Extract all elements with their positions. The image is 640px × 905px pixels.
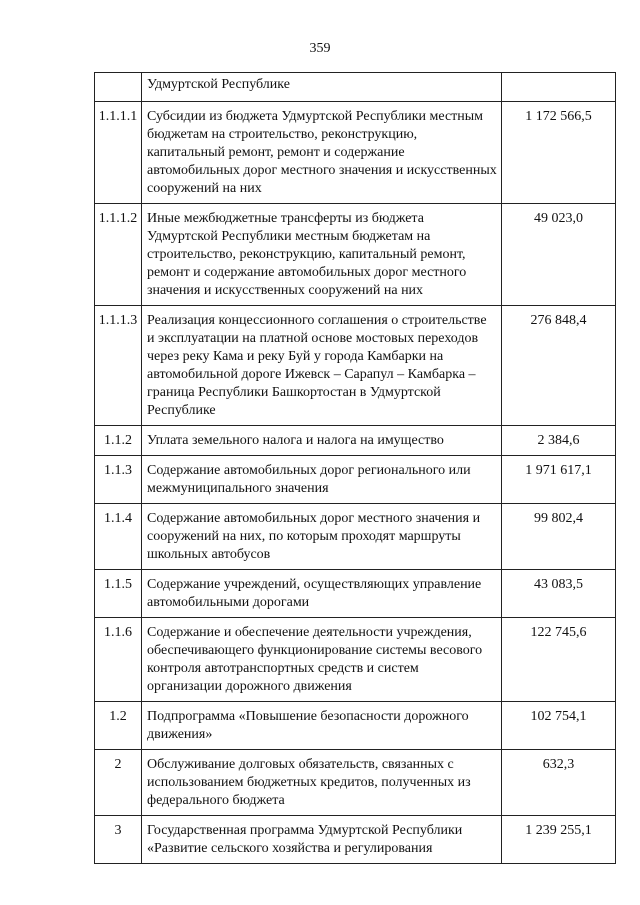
row-name: Иные межбюджетные трансферты из бюджета Удмуртской Республики местным бюджетам на строительство, реконструкцию, капитальный ремонт, ремонт и содержание автомобильных дорог местного значения и искусственных сооружений на них — [142, 204, 502, 306]
table-row — [95, 570, 616, 618]
row-sum: 99 802,4 — [502, 504, 616, 570]
row-code: 1.1.1.3 — [95, 306, 142, 426]
table-row — [95, 504, 616, 570]
row-name: Субсидии из бюджета Удмуртской Республики местным бюджетам на строительство, реконструкцию, капитальный ремонт, ремонт и содержание автомобильных дорог местного значения и искусственных сооружений на них — [142, 102, 502, 204]
row-code: 1.1.4 — [95, 504, 142, 570]
table-row — [95, 456, 616, 504]
table-row — [95, 816, 616, 864]
row-name: Удмуртской Республике — [142, 73, 502, 102]
row-name: Обслуживание долговых обязательств, связанных с использованием бюджетных кредитов, полученных из федерального бюджета — [142, 750, 502, 816]
row-name: Реализация концессионного соглашения о строительстве и эксплуатации на платной основе мостовых переходов через реку Кама и реку Буй у города Камбарки на автомобильной дороге Ижевск – Сарапул – Камбарка – граница Республики Башкортостан в Удмуртской Республике — [142, 306, 502, 426]
row-sum: 1 239 255,1 — [502, 816, 616, 864]
row-sum: 632,3 — [502, 750, 616, 816]
row-name: Содержание автомобильных дорог регионального или межмуниципального значения — [142, 456, 502, 504]
row-sum: 2 384,6 — [502, 426, 616, 456]
table-row — [95, 204, 616, 306]
table-row — [95, 702, 616, 750]
row-code: 1.1.1.1 — [95, 102, 142, 204]
row-code: 1.1.3 — [95, 456, 142, 504]
table-row — [95, 750, 616, 816]
row-code: 2 — [95, 750, 142, 816]
row-sum: 122 745,6 — [502, 618, 616, 702]
row-sum: 43 083,5 — [502, 570, 616, 618]
row-name: Содержание и обеспечение деятельности учреждения, обеспечивающего функционирование системы весового контроля автотранспортных средств и систем организации дорожного движения — [142, 618, 502, 702]
row-code: 1.1.2 — [95, 426, 142, 456]
row-code — [95, 73, 142, 102]
row-code: 1.1.6 — [95, 618, 142, 702]
row-name: Содержание автомобильных дорог местного значения и сооружений на них, по которым проходят маршруты школьных автобусов — [142, 504, 502, 570]
row-code: 1.1.1.2 — [95, 204, 142, 306]
row-name: Содержание учреждений, осуществляющих управление автомобильными дорогами — [142, 570, 502, 618]
row-name: Государственная программа Удмуртской Республики «Развитие сельского хозяйства и регулирования — [142, 816, 502, 864]
row-code: 1.2 — [95, 702, 142, 750]
row-sum — [502, 73, 616, 102]
row-name: Уплата земельного налога и налога на имущество — [142, 426, 502, 456]
row-code: 1.1.5 — [95, 570, 142, 618]
row-code: 3 — [95, 816, 142, 864]
row-name: Подпрограмма «Повышение безопасности дорожного движения» — [142, 702, 502, 750]
table-row — [95, 102, 616, 204]
table-row — [95, 306, 616, 426]
row-sum: 1 172 566,5 — [502, 102, 616, 204]
budget-table — [94, 72, 616, 864]
table-row — [95, 73, 616, 102]
row-sum: 49 023,0 — [502, 204, 616, 306]
row-sum: 276 848,4 — [502, 306, 616, 426]
row-sum: 1 971 617,1 — [502, 456, 616, 504]
table-row — [95, 426, 616, 456]
page-number: 359 — [309, 41, 331, 56]
table-row — [95, 618, 616, 702]
row-sum: 102 754,1 — [502, 702, 616, 750]
